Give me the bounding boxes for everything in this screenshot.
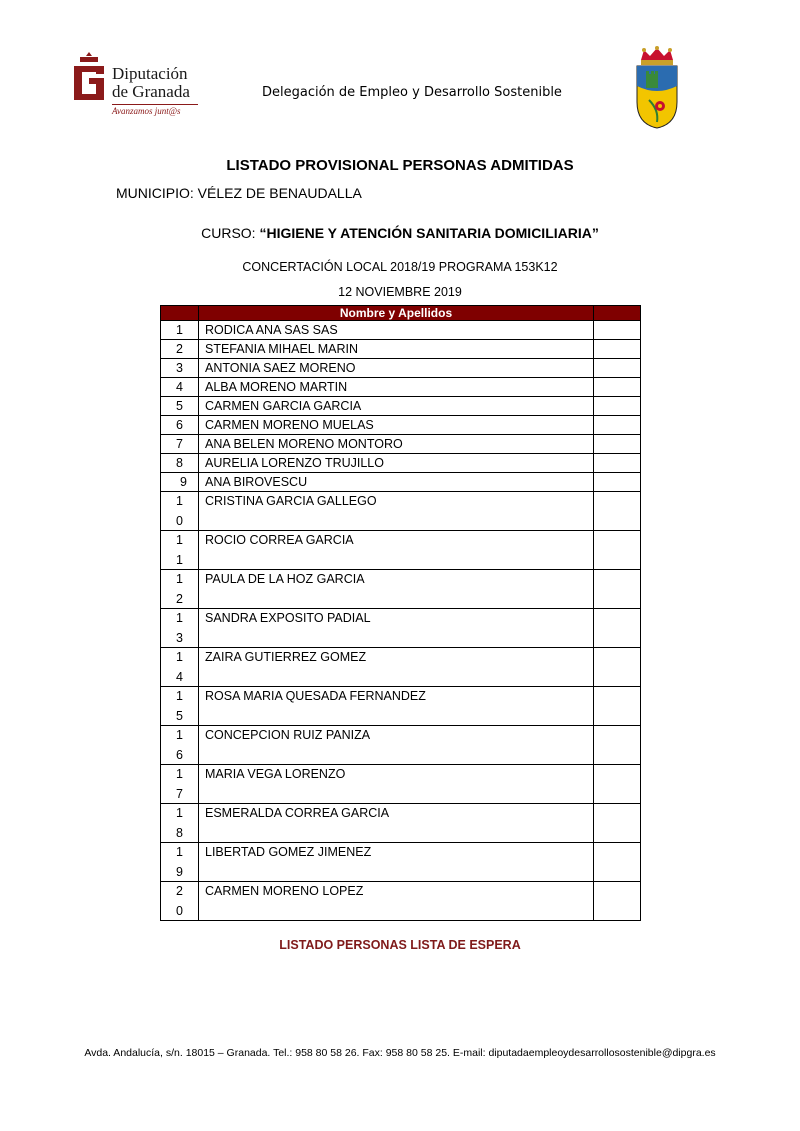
table-row (161, 570, 641, 609)
row-number-digit: 1 (176, 572, 183, 586)
row-number-digit: 7 (176, 437, 183, 451)
row-number-cell (161, 359, 199, 378)
row-extra-cell (594, 321, 641, 340)
admitidas-table (160, 305, 641, 921)
row-number-cell (161, 726, 199, 765)
row-number-digit: 1 (176, 553, 183, 567)
row-number-cell (161, 435, 199, 454)
row-extra-cell (594, 648, 641, 687)
table-row (161, 397, 641, 416)
row-number-digit: 1 (176, 611, 183, 625)
row-number-cell (161, 765, 199, 804)
table-row (161, 726, 641, 765)
row-number-cell (161, 340, 199, 359)
table-row (161, 492, 641, 531)
row-name-cell: ANA BIROVESCU (199, 473, 594, 492)
row-extra-cell (594, 843, 641, 882)
row-number-digit: 1 (176, 494, 183, 508)
row-number-digit: 3 (176, 361, 183, 375)
document-title: LISTADO PROVISIONAL PERSONAS ADMITIDAS (226, 157, 574, 174)
row-number-digit: 1 (176, 689, 183, 703)
row-number-cell (161, 473, 199, 492)
row-number-cell (161, 648, 199, 687)
row-number-cell (161, 416, 199, 435)
row-number-cell (161, 687, 199, 726)
table-row (161, 359, 641, 378)
row-number-digit: 1 (176, 533, 183, 547)
row-extra-cell (594, 570, 641, 609)
diputacion-logo (72, 52, 212, 122)
table-row (161, 648, 641, 687)
curso (0, 225, 800, 241)
row-name-cell: ROSA MARIA QUESADA FERNANDEZ (199, 687, 594, 726)
row-extra-cell (594, 340, 641, 359)
table-row (161, 687, 641, 726)
table-header-row (161, 306, 641, 321)
row-number-digit: 1 (176, 767, 183, 781)
row-extra-cell (594, 416, 641, 435)
row-number-cell (161, 378, 199, 397)
table-row (161, 378, 641, 397)
row-number-digit: 1 (176, 650, 183, 664)
table-row (161, 609, 641, 648)
row-number-digit: 8 (176, 456, 183, 470)
row-extra-cell (594, 397, 641, 416)
row-extra-cell (594, 765, 641, 804)
row-name-cell: ZAIRA GUTIERREZ GOMEZ (199, 648, 594, 687)
table-row (161, 340, 641, 359)
curso-name: “HIGIENE Y ATENCIÓN SANITARIA DOMICILIARIA” (259, 225, 599, 241)
row-number-digit: 1 (176, 806, 183, 820)
logo-rule (112, 104, 198, 105)
row-extra-cell (594, 531, 641, 570)
row-name-cell: ALBA MORENO MARTIN (199, 378, 594, 397)
crest-icon (632, 46, 682, 130)
row-name-cell: STEFANIA MIHAEL MARIN (199, 340, 594, 359)
table-row (161, 531, 641, 570)
row-number-digit: 2 (176, 342, 183, 356)
table-row (161, 454, 641, 473)
table-row (161, 321, 641, 340)
lista-espera-heading: LISTADO PERSONAS LISTA DE ESPERA (279, 938, 521, 952)
row-extra-cell (594, 609, 641, 648)
logo-tagline: Avanzamos junt@s (112, 106, 181, 116)
row-name-cell: AURELIA LORENZO TRUJILLO (199, 454, 594, 473)
row-name-cell: CARMEN MORENO MUELAS (199, 416, 594, 435)
row-number-digit: 9 (180, 475, 187, 489)
row-number-digit: 0 (176, 514, 183, 528)
table-row (161, 416, 641, 435)
row-name-cell: ROCIO CORREA GARCIA (199, 531, 594, 570)
row-extra-cell (594, 804, 641, 843)
row-name-cell: MARIA VEGA LORENZO (199, 765, 594, 804)
row-number-digit: 8 (176, 826, 183, 840)
row-number-digit: 9 (176, 865, 183, 879)
table-row (161, 882, 641, 921)
row-number-digit: 4 (176, 380, 183, 394)
row-name-cell: CARMEN GARCIA GARCIA (199, 397, 594, 416)
row-name-cell: CRISTINA GARCIA GALLEGO (199, 492, 594, 531)
row-number-digit: 2 (176, 884, 183, 898)
row-extra-cell (594, 726, 641, 765)
row-number-cell (161, 570, 199, 609)
row-number-digit: 1 (176, 323, 183, 337)
header-name-cell: Nombre y Apellidos (199, 306, 594, 321)
row-name-cell: CONCEPCION RUIZ PANIZA (199, 726, 594, 765)
row-name-cell: ESMERALDA CORREA GARCIA (199, 804, 594, 843)
row-number-digit: 1 (176, 845, 183, 859)
row-number-digit: 0 (176, 904, 183, 918)
row-extra-cell (594, 687, 641, 726)
row-name-cell: ANTONIA SAEZ MORENO (199, 359, 594, 378)
row-number-digit: 6 (176, 748, 183, 762)
row-number-digit: 5 (176, 399, 183, 413)
table-row (161, 435, 641, 454)
table-row (161, 473, 641, 492)
row-name-cell: LIBERTAD GOMEZ JIMENEZ (199, 843, 594, 882)
row-name-cell: ANA BELEN MORENO MONTORO (199, 435, 594, 454)
row-name-cell: SANDRA EXPOSITO PADIAL (199, 609, 594, 648)
row-extra-cell (594, 473, 641, 492)
row-number-cell (161, 397, 199, 416)
row-extra-cell (594, 492, 641, 531)
table-row (161, 843, 641, 882)
row-number-cell (161, 843, 199, 882)
row-number-cell (161, 492, 199, 531)
concertacion: CONCERTACIÓN LOCAL 2018/19 PROGRAMA 153K12 (242, 260, 558, 274)
row-extra-cell (594, 378, 641, 397)
row-number-cell (161, 321, 199, 340)
curso-label: CURSO: (201, 225, 260, 241)
row-number-digit: 6 (176, 418, 183, 432)
row-name-cell: CARMEN MORENO LOPEZ (199, 882, 594, 921)
header-number-cell (161, 306, 199, 321)
row-number-cell (161, 804, 199, 843)
logo-line1: Diputación (112, 64, 188, 83)
row-number-cell (161, 882, 199, 921)
fecha: 12 NOVIEMBRE 2019 (338, 285, 462, 299)
table-row (161, 804, 641, 843)
municipio: MUNICIPIO: VÉLEZ DE BENAUDALLA (116, 185, 362, 201)
diputacion-logo-icon (72, 52, 106, 106)
row-number-digit: 7 (176, 787, 183, 801)
footer-address: Avda. Andalucía, s/n. 18015 – Granada. Tel.: 958 80 58 26. Fax: 958 80 58 25. E-mail: diputadaempleoydesarrollosostenible@dipgra.es (84, 1047, 716, 1059)
row-name-cell: PAULA DE LA HOZ GARCIA (199, 570, 594, 609)
row-number-digit: 1 (176, 728, 183, 742)
table-row (161, 765, 641, 804)
row-extra-cell (594, 454, 641, 473)
row-number-digit: 2 (176, 592, 183, 606)
row-number-cell (161, 454, 199, 473)
row-extra-cell (594, 882, 641, 921)
row-number-digit: 3 (176, 631, 183, 645)
logo-line2: de Granada (112, 82, 190, 101)
row-number-digit: 5 (176, 709, 183, 723)
row-name-cell: RODICA ANA SAS SAS (199, 321, 594, 340)
row-number-cell (161, 531, 199, 570)
row-extra-cell (594, 359, 641, 378)
row-number-cell (161, 609, 199, 648)
delegacion-heading: Delegación de Empleo y Desarrollo Sostenible (262, 85, 562, 100)
row-extra-cell (594, 435, 641, 454)
row-number-digit: 4 (176, 670, 183, 684)
header-extra-cell (594, 306, 641, 321)
